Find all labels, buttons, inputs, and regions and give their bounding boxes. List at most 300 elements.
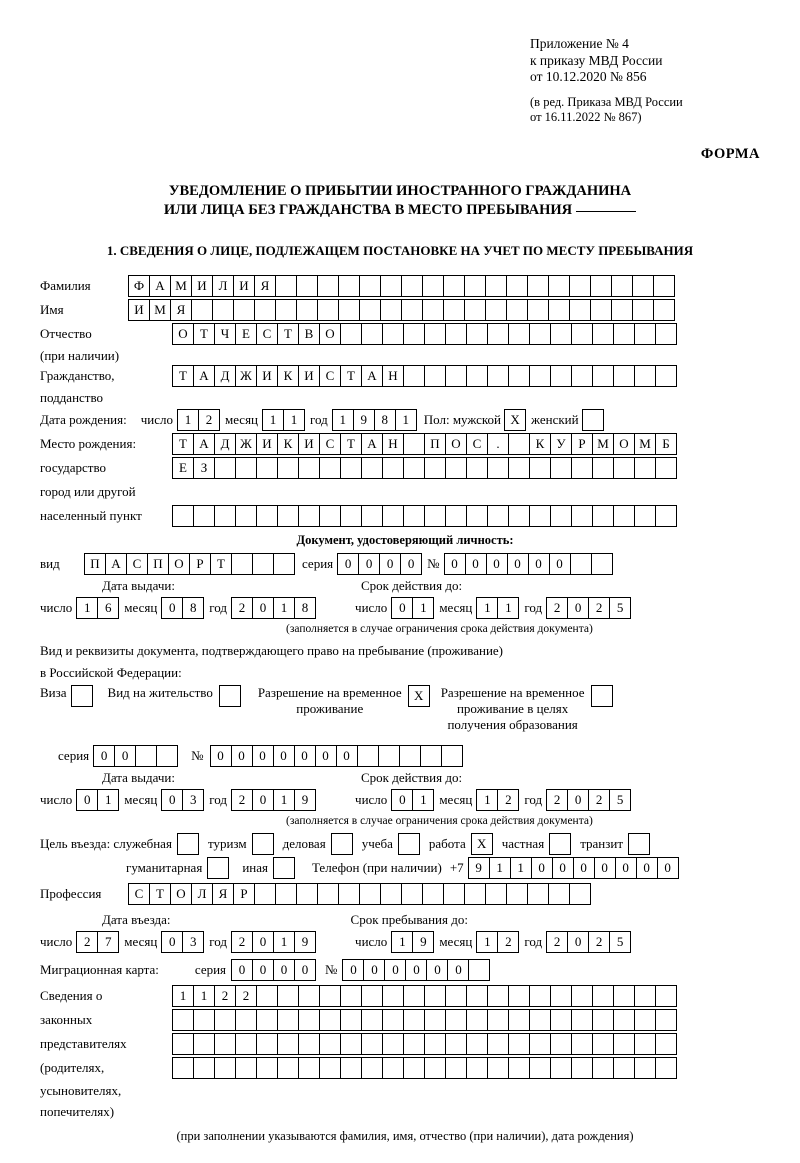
form-cell[interactable]: 0	[252, 931, 274, 953]
form-cell[interactable]: 2	[231, 597, 253, 619]
form-cell[interactable]	[340, 505, 362, 527]
form-cell[interactable]: А	[105, 553, 127, 575]
phone-input[interactable]	[468, 857, 678, 879]
form-cell[interactable]: Ф	[128, 275, 150, 297]
form-cell[interactable]	[634, 1033, 656, 1055]
form-cell[interactable]	[424, 457, 446, 479]
form-cell[interactable]: 0	[294, 959, 316, 981]
form-cell[interactable]	[277, 985, 299, 1007]
form-cell[interactable]: 0	[358, 553, 380, 575]
form-cell[interactable]	[71, 685, 93, 707]
form-cell[interactable]	[361, 323, 383, 345]
form-cell[interactable]	[256, 1057, 278, 1079]
form-cell[interactable]	[464, 275, 486, 297]
form-cell[interactable]: 1	[489, 857, 511, 879]
form-cell[interactable]	[548, 275, 570, 297]
form-cell[interactable]	[193, 1057, 215, 1079]
form-cell[interactable]: 1	[476, 931, 498, 953]
form-cell[interactable]	[277, 1057, 299, 1079]
form-cell[interactable]: 2	[588, 597, 610, 619]
form-cell[interactable]	[338, 883, 360, 905]
form-cell[interactable]: 0	[161, 789, 183, 811]
form-cell[interactable]	[592, 1009, 614, 1031]
form-cell[interactable]: К	[277, 433, 299, 455]
form-cell[interactable]: 2	[546, 931, 568, 953]
form-cell[interactable]	[382, 1009, 404, 1031]
form-cell[interactable]: 1	[283, 409, 305, 431]
form-cell[interactable]	[591, 553, 613, 575]
form-cell[interactable]	[508, 433, 530, 455]
permit-valid-day-input[interactable]	[391, 789, 433, 811]
form-cell[interactable]	[401, 275, 423, 297]
form-cell[interactable]	[487, 1057, 509, 1079]
form-cell[interactable]	[655, 365, 677, 387]
form-cell[interactable]: 0	[567, 597, 589, 619]
form-cell[interactable]: И	[256, 433, 278, 455]
form-cell[interactable]	[592, 323, 614, 345]
form-cell[interactable]: 0	[231, 959, 253, 981]
form-cell[interactable]	[571, 1057, 593, 1079]
form-cell[interactable]: 1	[193, 985, 215, 1007]
form-cell[interactable]	[634, 365, 656, 387]
form-cell[interactable]	[508, 323, 530, 345]
form-cell[interactable]	[424, 1033, 446, 1055]
form-cell[interactable]	[277, 505, 299, 527]
form-cell[interactable]	[361, 1057, 383, 1079]
form-cell[interactable]: 1	[412, 789, 434, 811]
form-cell[interactable]: 1	[76, 597, 98, 619]
form-cell[interactable]	[340, 1009, 362, 1031]
form-cell[interactable]	[252, 553, 274, 575]
form-cell[interactable]	[172, 505, 194, 527]
form-cell[interactable]	[403, 365, 425, 387]
form-cell[interactable]: Т	[149, 883, 171, 905]
form-cell[interactable]: 2	[588, 931, 610, 953]
form-cell[interactable]: 0	[636, 857, 658, 879]
patronymic-input[interactable]	[172, 323, 676, 345]
form-cell[interactable]	[613, 985, 635, 1007]
form-cell[interactable]: Д	[214, 365, 236, 387]
permit-series-input[interactable]	[93, 745, 177, 767]
form-cell[interactable]	[422, 299, 444, 321]
doc-valid-year-input[interactable]	[546, 597, 630, 619]
form-cell[interactable]: К	[277, 365, 299, 387]
permit-valid-month-input[interactable]	[476, 789, 518, 811]
form-cell[interactable]: И	[298, 365, 320, 387]
entry-month-input[interactable]	[161, 931, 203, 953]
form-cell[interactable]	[207, 857, 229, 879]
stay-day-input[interactable]	[391, 931, 433, 953]
form-cell[interactable]	[550, 1033, 572, 1055]
form-cell[interactable]	[212, 299, 234, 321]
form-cell[interactable]	[214, 1057, 236, 1079]
form-cell[interactable]: Б	[655, 433, 677, 455]
form-cell[interactable]	[487, 323, 509, 345]
form-cell[interactable]: 0	[594, 857, 616, 879]
form-cell[interactable]: С	[319, 365, 341, 387]
form-cell[interactable]: 0	[507, 553, 529, 575]
form-cell[interactable]	[508, 985, 530, 1007]
form-cell[interactable]	[466, 505, 488, 527]
form-cell[interactable]	[172, 1033, 194, 1055]
birth-day-input[interactable]	[177, 409, 219, 431]
form-cell[interactable]	[340, 1057, 362, 1079]
form-cell[interactable]: Л	[212, 275, 234, 297]
form-cell[interactable]: 2	[546, 789, 568, 811]
sex-female-checkbox[interactable]	[582, 409, 603, 431]
form-cell[interactable]: Р	[189, 553, 211, 575]
form-cell[interactable]	[235, 1009, 257, 1031]
form-cell[interactable]	[632, 275, 654, 297]
form-cell[interactable]: 0	[294, 745, 316, 767]
stay-year-input[interactable]	[546, 931, 630, 953]
form-cell[interactable]	[613, 365, 635, 387]
purpose-study-checkbox[interactable]	[398, 833, 419, 855]
form-cell[interactable]	[592, 365, 614, 387]
sex-male-checkbox[interactable]	[504, 409, 525, 431]
form-cell[interactable]	[466, 1033, 488, 1055]
form-cell[interactable]	[277, 1009, 299, 1031]
form-cell[interactable]	[468, 959, 490, 981]
form-cell[interactable]: А	[361, 365, 383, 387]
form-cell[interactable]	[317, 883, 339, 905]
form-cell[interactable]	[634, 505, 656, 527]
form-cell[interactable]: Д	[214, 433, 236, 455]
form-cell[interactable]	[172, 1009, 194, 1031]
form-cell[interactable]	[571, 365, 593, 387]
form-cell[interactable]: 1	[177, 409, 199, 431]
form-cell[interactable]	[464, 299, 486, 321]
form-cell[interactable]: И	[128, 299, 150, 321]
citizenship-input[interactable]	[172, 365, 676, 387]
permit-valid-year-input[interactable]	[546, 789, 630, 811]
form-cell[interactable]	[506, 275, 528, 297]
form-cell[interactable]	[424, 1057, 446, 1079]
form-cell[interactable]: 0	[76, 789, 98, 811]
form-cell[interactable]: А	[149, 275, 171, 297]
form-cell[interactable]	[424, 365, 446, 387]
form-cell[interactable]: 0	[405, 959, 427, 981]
form-cell[interactable]: М	[592, 433, 614, 455]
form-cell[interactable]: Р	[233, 883, 255, 905]
form-cell[interactable]: 0	[549, 553, 571, 575]
form-cell[interactable]: 6	[97, 597, 119, 619]
form-cell[interactable]: 1	[262, 409, 284, 431]
form-cell[interactable]: 0	[391, 597, 413, 619]
doc-issue-day-input[interactable]	[76, 597, 118, 619]
form-cell[interactable]: Т	[277, 323, 299, 345]
form-cell[interactable]	[487, 1009, 509, 1031]
form-cell[interactable]: М	[634, 433, 656, 455]
form-cell[interactable]: С	[466, 433, 488, 455]
form-cell[interactable]	[380, 299, 402, 321]
form-cell[interactable]	[235, 457, 257, 479]
purpose-tourism-checkbox[interactable]	[252, 833, 273, 855]
form-cell[interactable]: 2	[231, 789, 253, 811]
form-cell[interactable]	[338, 275, 360, 297]
doc-valid-day-input[interactable]	[391, 597, 433, 619]
form-cell[interactable]: Я	[212, 883, 234, 905]
form-cell[interactable]	[613, 323, 635, 345]
form-cell[interactable]	[275, 883, 297, 905]
form-cell[interactable]: П	[147, 553, 169, 575]
form-cell[interactable]: 2	[588, 789, 610, 811]
form-cell[interactable]	[529, 1033, 551, 1055]
purpose-other-checkbox[interactable]	[273, 857, 294, 879]
form-cell[interactable]	[214, 1009, 236, 1031]
form-cell[interactable]	[592, 505, 614, 527]
legal-rep-input-row-2[interactable]	[172, 1009, 676, 1031]
form-cell[interactable]	[655, 1057, 677, 1079]
form-cell[interactable]	[529, 985, 551, 1007]
form-cell[interactable]	[487, 505, 509, 527]
form-cell[interactable]: 0	[315, 745, 337, 767]
form-cell[interactable]: 1	[97, 789, 119, 811]
form-cell[interactable]	[508, 505, 530, 527]
form-cell[interactable]	[571, 1033, 593, 1055]
form-cell[interactable]: 0	[426, 959, 448, 981]
form-cell[interactable]	[403, 433, 425, 455]
form-cell[interactable]	[590, 299, 612, 321]
form-cell[interactable]	[550, 323, 572, 345]
form-cell[interactable]	[340, 985, 362, 1007]
form-cell[interactable]	[193, 505, 215, 527]
form-cell[interactable]: 2	[214, 985, 236, 1007]
form-cell[interactable]	[508, 457, 530, 479]
form-cell[interactable]	[613, 457, 635, 479]
form-cell[interactable]	[508, 1009, 530, 1031]
form-cell[interactable]	[527, 883, 549, 905]
form-cell[interactable]	[403, 1057, 425, 1079]
form-cell[interactable]	[466, 457, 488, 479]
purpose-private-checkbox[interactable]	[549, 833, 570, 855]
form-cell[interactable]	[319, 1009, 341, 1031]
form-cell[interactable]	[403, 505, 425, 527]
form-cell[interactable]: 2	[235, 985, 257, 1007]
form-cell[interactable]: Т	[172, 433, 194, 455]
form-cell[interactable]	[571, 505, 593, 527]
form-cell[interactable]	[466, 985, 488, 1007]
form-cell[interactable]	[398, 833, 420, 855]
form-cell[interactable]: 1	[476, 789, 498, 811]
form-cell[interactable]: 5	[609, 789, 631, 811]
form-cell[interactable]	[361, 457, 383, 479]
form-cell[interactable]	[361, 1033, 383, 1055]
form-cell[interactable]	[611, 275, 633, 297]
form-cell[interactable]	[571, 985, 593, 1007]
form-cell[interactable]: 9	[294, 931, 316, 953]
form-cell[interactable]	[177, 833, 199, 855]
form-cell[interactable]	[340, 1033, 362, 1055]
form-cell[interactable]	[256, 1033, 278, 1055]
birthplace-input-row-2[interactable]	[172, 457, 676, 479]
form-cell[interactable]	[422, 883, 444, 905]
form-cell[interactable]	[466, 1009, 488, 1031]
form-cell[interactable]	[487, 985, 509, 1007]
form-cell[interactable]	[655, 1033, 677, 1055]
form-cell[interactable]: Ж	[235, 365, 257, 387]
form-cell[interactable]: 5	[609, 597, 631, 619]
form-cell[interactable]: Е	[172, 457, 194, 479]
form-cell[interactable]: Я	[170, 299, 192, 321]
form-cell[interactable]	[378, 745, 400, 767]
form-cell[interactable]	[359, 275, 381, 297]
form-cell[interactable]: Т	[172, 365, 194, 387]
form-cell[interactable]: С	[126, 553, 148, 575]
form-cell[interactable]	[550, 457, 572, 479]
form-cell[interactable]: О	[445, 433, 467, 455]
purpose-transit-checkbox[interactable]	[628, 833, 649, 855]
form-cell[interactable]	[382, 985, 404, 1007]
form-cell[interactable]: 0	[486, 553, 508, 575]
form-cell[interactable]: 1	[391, 931, 413, 953]
form-cell[interactable]: Т	[193, 323, 215, 345]
form-cell[interactable]: 2	[497, 789, 519, 811]
form-cell[interactable]	[424, 985, 446, 1007]
form-cell[interactable]	[298, 457, 320, 479]
form-cell[interactable]: 2	[231, 931, 253, 953]
form-cell[interactable]	[445, 1009, 467, 1031]
form-cell[interactable]: 1	[395, 409, 417, 431]
form-cell[interactable]	[527, 299, 549, 321]
form-cell[interactable]	[592, 1057, 614, 1079]
form-cell[interactable]	[569, 883, 591, 905]
form-cell[interactable]	[340, 323, 362, 345]
form-cell[interactable]	[296, 299, 318, 321]
form-cell[interactable]	[655, 457, 677, 479]
form-cell[interactable]: 2	[497, 931, 519, 953]
form-cell[interactable]	[296, 275, 318, 297]
form-cell[interactable]	[613, 505, 635, 527]
form-cell[interactable]: 1	[273, 597, 295, 619]
form-cell[interactable]	[529, 323, 551, 345]
form-cell[interactable]	[273, 857, 295, 879]
doc-kind-input[interactable]	[84, 553, 294, 575]
form-cell[interactable]: 1	[332, 409, 354, 431]
form-cell[interactable]	[548, 883, 570, 905]
form-cell[interactable]	[445, 985, 467, 1007]
form-cell[interactable]	[319, 505, 341, 527]
purpose-work-checkbox[interactable]	[471, 833, 492, 855]
form-cell[interactable]: 8	[294, 597, 316, 619]
form-cell[interactable]: 0	[391, 789, 413, 811]
form-cell[interactable]	[550, 985, 572, 1007]
form-cell[interactable]	[319, 457, 341, 479]
birthplace-input-row-1[interactable]	[172, 433, 676, 455]
form-cell[interactable]	[443, 883, 465, 905]
form-cell[interactable]	[653, 275, 675, 297]
form-cell[interactable]: 0	[161, 931, 183, 953]
legal-rep-input-row-3[interactable]	[172, 1033, 676, 1055]
form-cell[interactable]	[569, 299, 591, 321]
form-cell[interactable]: И	[256, 365, 278, 387]
form-cell[interactable]	[298, 505, 320, 527]
form-cell[interactable]	[380, 275, 402, 297]
form-cell[interactable]	[550, 1057, 572, 1079]
form-cell[interactable]	[403, 323, 425, 345]
form-cell[interactable]	[655, 505, 677, 527]
form-cell[interactable]	[380, 883, 402, 905]
form-cell[interactable]: Т	[210, 553, 232, 575]
form-cell[interactable]	[298, 1033, 320, 1055]
form-cell[interactable]: 3	[182, 931, 204, 953]
form-cell[interactable]	[508, 1033, 530, 1055]
form-cell[interactable]: О	[172, 323, 194, 345]
form-cell[interactable]: Ч	[214, 323, 236, 345]
form-cell[interactable]	[569, 275, 591, 297]
form-cell[interactable]	[422, 275, 444, 297]
form-cell[interactable]	[571, 323, 593, 345]
form-cell[interactable]: 1	[172, 985, 194, 1007]
legal-rep-input-row-1[interactable]	[172, 985, 676, 1007]
form-cell[interactable]	[254, 299, 276, 321]
form-cell[interactable]	[592, 985, 614, 1007]
form-cell[interactable]: 0	[379, 553, 401, 575]
form-cell[interactable]	[338, 299, 360, 321]
form-cell[interactable]: 9	[353, 409, 375, 431]
form-cell[interactable]: Я	[254, 275, 276, 297]
birthplace-input-row-3[interactable]	[172, 505, 676, 527]
form-cell[interactable]	[252, 833, 274, 855]
form-cell[interactable]: М	[149, 299, 171, 321]
permit-issue-day-input[interactable]	[76, 789, 118, 811]
form-cell[interactable]: 0	[93, 745, 115, 767]
form-cell[interactable]	[613, 1033, 635, 1055]
form-cell[interactable]: Р	[571, 433, 593, 455]
form-cell[interactable]: 8	[374, 409, 396, 431]
form-cell[interactable]	[172, 1057, 194, 1079]
form-cell[interactable]: С	[256, 323, 278, 345]
doc-number-input[interactable]	[444, 553, 612, 575]
form-cell[interactable]: С	[319, 433, 341, 455]
form-cell[interactable]: 0	[337, 553, 359, 575]
form-cell[interactable]: 0	[567, 789, 589, 811]
form-cell[interactable]: Т	[340, 433, 362, 455]
form-cell[interactable]	[317, 299, 339, 321]
form-cell[interactable]: С	[128, 883, 150, 905]
migration-series-input[interactable]	[231, 959, 315, 981]
form-cell[interactable]	[485, 299, 507, 321]
form-cell[interactable]: 0	[252, 959, 274, 981]
form-cell[interactable]	[235, 1033, 257, 1055]
form-cell[interactable]	[399, 745, 421, 767]
form-cell[interactable]	[319, 1033, 341, 1055]
form-cell[interactable]: 2	[546, 597, 568, 619]
doc-issue-year-input[interactable]	[231, 597, 315, 619]
form-cell[interactable]: 0	[273, 745, 295, 767]
form-cell[interactable]	[582, 409, 604, 431]
form-cell[interactable]: О	[319, 323, 341, 345]
form-cell[interactable]	[424, 1009, 446, 1031]
form-cell[interactable]	[277, 457, 299, 479]
form-cell[interactable]: Е	[235, 323, 257, 345]
form-cell[interactable]: И	[233, 275, 255, 297]
form-cell[interactable]	[420, 745, 442, 767]
form-cell[interactable]	[361, 1009, 383, 1031]
form-cell[interactable]	[592, 457, 614, 479]
form-cell[interactable]: Л	[191, 883, 213, 905]
form-cell[interactable]	[361, 985, 383, 1007]
form-cell[interactable]: Ж	[235, 433, 257, 455]
form-cell[interactable]	[634, 1009, 656, 1031]
form-cell[interactable]: 1	[273, 789, 295, 811]
form-cell[interactable]: А	[361, 433, 383, 455]
form-cell[interactable]: 0	[384, 959, 406, 981]
form-cell[interactable]: И	[191, 275, 213, 297]
form-cell[interactable]: X	[408, 685, 430, 707]
form-cell[interactable]	[298, 985, 320, 1007]
temp-residence-checkbox[interactable]	[408, 685, 429, 707]
